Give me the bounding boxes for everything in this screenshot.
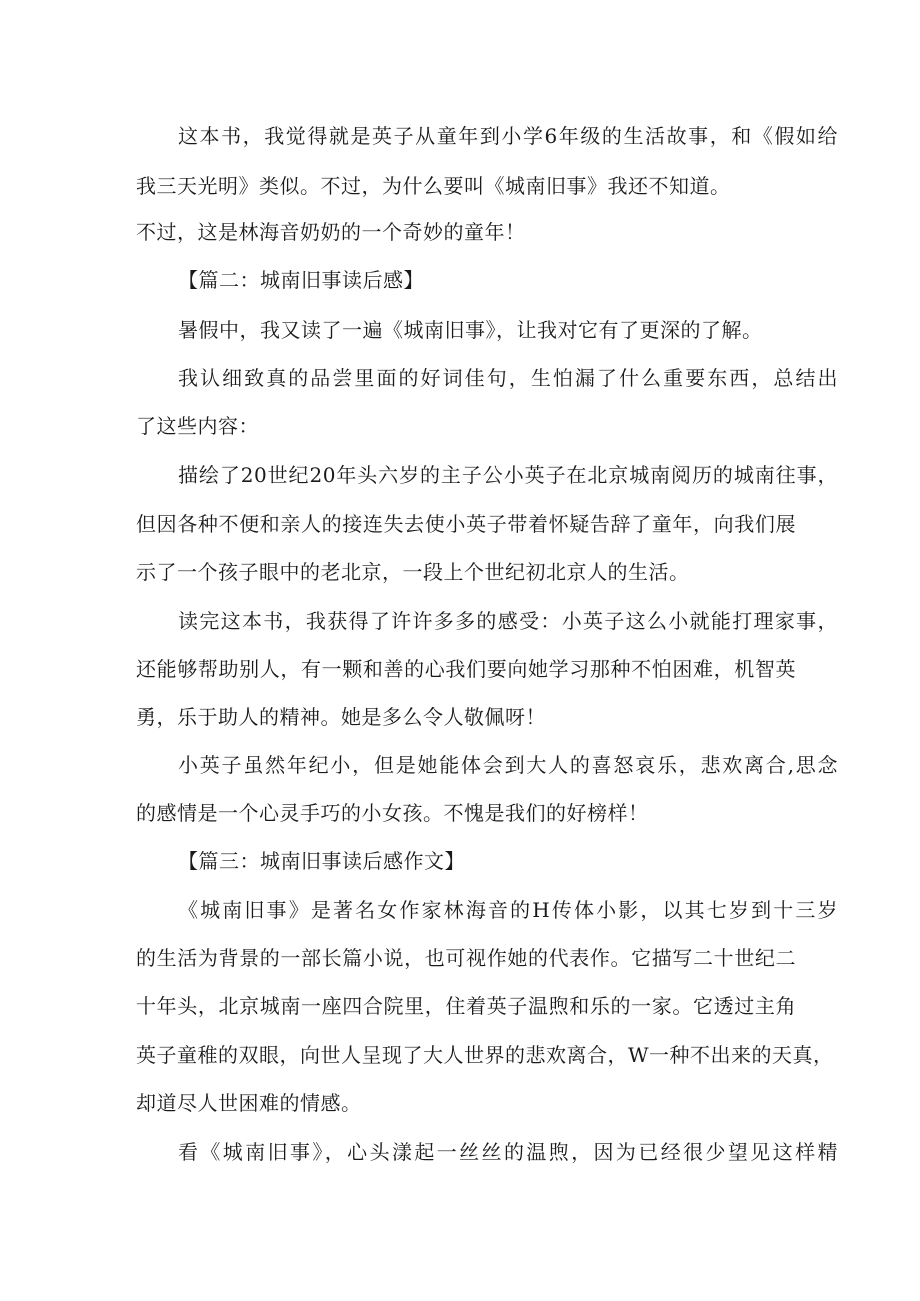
paragraph-5-line-2: 还能够帮助别人，有一颗和善的心我们要向她学习那种不怕困难，机智英 <box>136 657 796 681</box>
paragraph-5-line-3: 勇，乐于助人的精神。她是多么令人敬佩呀！ <box>136 705 546 729</box>
section-heading-2: 【篇二：城南旧事读后感】 <box>178 268 424 292</box>
paragraph-6-line-1: 小英子虽然年纪小，但是她能体会到大人的喜怒哀乐，悲欢离合,思念 <box>178 753 838 777</box>
paragraph-3-line-1: 我认细致真的品尝里面的好词佳句，生怕漏了什么重要东西，总结出 <box>178 366 838 390</box>
paragraph-7-line-1: 《城南旧事》是著名女作家林海音的H传体小影，以其七岁到十三岁 <box>178 898 838 922</box>
paragraph-7-line-5: 却道尽人世困难的情感。 <box>136 1091 362 1115</box>
section-heading-3: 【篇三：城南旧事读后感作文】 <box>178 849 465 873</box>
paragraph-2-line-1: 暑假中，我又读了一遍《城南旧事》，让我对它有了更深的了解。 <box>178 318 763 342</box>
paragraph-7-line-3: 十年头，北京城南一座四合院里，住着英子温煦和乐的一家。它透过主角 <box>136 994 796 1018</box>
paragraph-4-line-1: 描绘了20世纪20年头六岁的主子公小英子在北京城南阅历的城南往事， <box>178 463 838 487</box>
paragraph-8-line-1: 看《城南旧事》，心头漾起一丝丝的温煦，因为已经很少望见这样精 <box>178 1140 838 1164</box>
paragraph-4-line-2: 但因各种不便和亲人的接连失去使小英子带着怀疑告辞了童年，向我们展 <box>136 512 796 536</box>
paragraph-1-line-1: 这本书，我觉得就是英子从童年到小学6年级的生活故事，和《假如给 <box>178 124 838 148</box>
paragraph-1-line-3: 不过，这是林海音奶奶的一个奇妙的童年！ <box>136 220 526 244</box>
paragraph-3-line-2: 了这些内容： <box>136 414 259 438</box>
paragraph-5-line-1: 读完这本书，我获得了许许多多的感受：小英子这么小就能打理家事， <box>178 609 838 633</box>
paragraph-7-line-4: 英子童稚的双眼，向世人呈现了大人世界的悲欢离合，W一种不出来的天真， <box>136 1043 834 1067</box>
paragraph-7-line-2: 的生活为背景的一部长篇小说，也可视作她的代表作。它描写二十世纪二 <box>136 946 796 970</box>
paragraph-6-line-2: 的感情是一个心灵手巧的小女孩。不愧是我们的好榜样！ <box>136 801 649 825</box>
paragraph-4-line-3: 示了一个孩子眼中的老北京，一段上个世纪初北京人的生活。 <box>136 560 690 584</box>
paragraph-1-line-2: 我三天光明》类似。不过，为什么要叫《城南旧事》我还不知道。 <box>136 174 731 198</box>
